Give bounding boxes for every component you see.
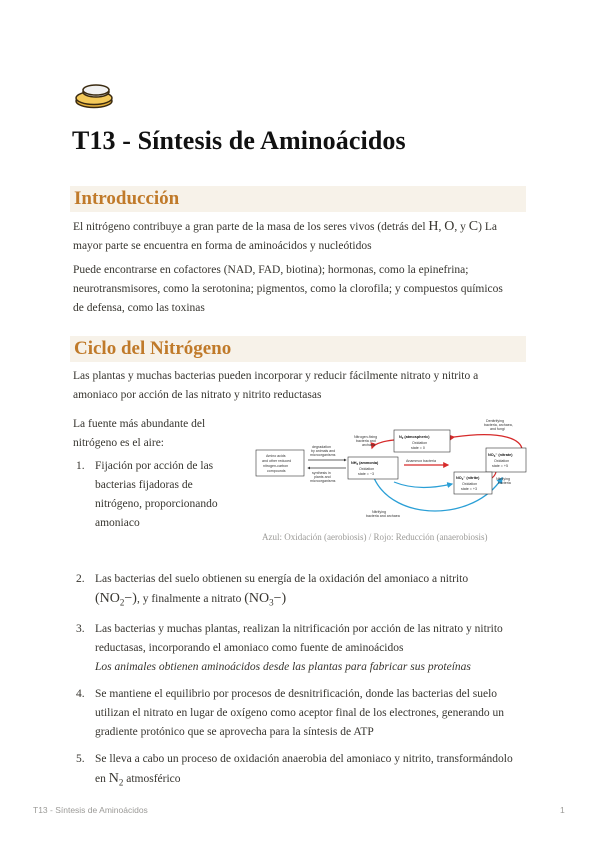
svg-text:and other reduced: and other reduced — [262, 459, 292, 463]
ciclo-text: amoniaco por acción de las nitrato y nitrito reductasas — [73, 389, 322, 401]
list-number: 3. — [76, 623, 85, 636]
formula-sub: 2 — [118, 777, 124, 788]
formula-no3: −) — [273, 591, 287, 606]
intro-text: de defensa, como las toxinas — [73, 302, 205, 314]
ciclo-text: Las plantas y muchas bacterias pueden incorporar y reducir fácilmente nitrato y nitrito a — [73, 370, 479, 382]
list-text: amoniaco — [95, 517, 140, 529]
label-nitrogen-fixing: Nitrogen-fixing — [354, 435, 378, 439]
label-denitrifying: and fungi — [490, 427, 505, 431]
formula-sub: 3 — [269, 597, 274, 608]
svg-text:compounds: compounds — [267, 469, 286, 473]
intro-sep: , y — [454, 221, 469, 233]
label-nitrogen-fixing: bacteria and — [356, 439, 376, 443]
list-number: 4. — [76, 688, 85, 701]
svg-text:Oxidation: Oxidation — [359, 467, 375, 471]
svg-text:state = −3: state = −3 — [358, 472, 374, 476]
label-nitrifying: bacteria — [498, 481, 511, 485]
list-item-2 — [76, 570, 526, 612]
intro-text: neurotransmisores, como la serotonina; pigmentos, como la clorofila; y compuestos químicos — [73, 283, 503, 295]
formula-no2: −) — [124, 591, 137, 606]
label-synthesis: synthesis in — [312, 471, 331, 475]
oxidation-arrow — [394, 482, 452, 488]
svg-text:state = +5: state = +5 — [492, 464, 508, 468]
label-nitrifying-bottom: bacteria and archaea — [366, 514, 400, 518]
label-denitrifying: Denitrifying — [486, 419, 504, 423]
section-heading-ciclo: Ciclo del Nitrógeno — [70, 336, 526, 362]
list-item-5 — [76, 750, 526, 792]
denitrification-arrow — [454, 435, 522, 450]
list-item-4 — [76, 685, 526, 742]
list-number: 1. — [76, 460, 85, 472]
svg-text:NO2⁻ (nitrite): $NO_2^-$ (nitrite) — [456, 476, 480, 481]
math-c: C — [468, 219, 479, 234]
list-text: Se lleva a cabo un proceso de oxidación anaerobia del amoniaco y nitrito, transformándolo — [95, 753, 513, 766]
label-degradation: by animals and — [311, 449, 336, 453]
formula-sub: 2 — [119, 597, 125, 608]
svg-text:nitrogen-carbon: nitrogen-carbon — [263, 464, 289, 468]
no3-node — [486, 448, 526, 472]
list-text-italic: Los animales obtienen aminoácidos desde las plantas para fabricar sus proteínas — [95, 661, 471, 674]
svg-text:state = +3: state = +3 — [461, 487, 477, 491]
label-synthesis: plants and — [314, 475, 331, 479]
svg-text:Oxidation: Oxidation — [462, 482, 478, 486]
math-h: H — [428, 219, 439, 234]
formula-no3: (NO — [244, 591, 270, 606]
label-nitrogen-fixing: archaea — [362, 443, 375, 447]
list-text: utilizan el nitrato en lugar de oxígeno como aceptor final de los electrones, generando un — [95, 707, 505, 720]
intro-paragraph-1 — [73, 217, 523, 256]
math-o: O — [444, 219, 455, 234]
list-text — [95, 769, 526, 792]
label-degradation: degradation — [312, 445, 331, 449]
ciclo-text: nitrógeno es el aire: — [73, 437, 165, 449]
intro-paragraph-2 — [73, 261, 523, 318]
no2-node — [454, 472, 492, 494]
amino-acids-node — [256, 450, 304, 476]
nitrogen-cycle-diagram — [254, 410, 528, 530]
list-text: Las bacterias del suelo obtienen su energía de la oxidación del amoniaco a nitrito — [95, 573, 469, 585]
svg-text:N2 (atmospheric): $N_2$ (atmospheric) — [399, 435, 430, 440]
n2-node — [394, 430, 450, 452]
list-text: bacterias fijadoras de — [95, 479, 193, 491]
numbered-list — [76, 570, 526, 793]
svg-text:Oxidation: Oxidation — [494, 459, 510, 463]
svg-text:NO3⁻ (nitrate): $NO_3^-$ (nitrate) — [488, 453, 513, 458]
ciclo-text: La fuente más abundante del — [73, 418, 206, 430]
list-number: 2. — [76, 573, 85, 585]
coins-logo-icon — [72, 82, 116, 110]
intro-text: ) La — [478, 221, 497, 233]
label-nitrifying: Nitrifying — [496, 477, 510, 481]
list-text — [95, 589, 526, 612]
label-synthesis: microorganisms — [310, 479, 336, 483]
label-anammox: Anammox bacteria — [406, 459, 436, 463]
diagram-caption: Azul: Oxidación (aerobiosis) / Rojo: Reducción (anaerobiosis) — [262, 532, 488, 542]
intro-text: El nitrógeno contribuye a gran parte de la masa de los seres vivos (detrás del — [73, 221, 429, 233]
svg-text:NH3 (ammonia): $NH_3$ (ammonia) — [351, 461, 379, 466]
list-text: en — [95, 773, 109, 786]
label-nitrifying-bottom: Nitrifying — [372, 510, 386, 514]
footer-page-number: 1 — [560, 805, 565, 815]
nh3-node — [348, 457, 398, 479]
list-item-1 — [76, 457, 256, 533]
label-denitrifying: bacteria, archaea, — [484, 423, 513, 427]
list-text: gradiente protónico que se aprovecha para la síntesis de ATP — [95, 726, 374, 739]
intro-sep: , — [438, 221, 445, 233]
list-item-3 — [76, 620, 526, 677]
svg-text:Amino acids: Amino acids — [266, 454, 286, 458]
list-number: 5. — [76, 753, 85, 766]
list-text: , y finalmente a nitrato — [136, 593, 245, 605]
formula-n2: N — [108, 771, 119, 787]
footer-title: T13 - Síntesis de Aminoácidos — [33, 805, 148, 815]
list-text: Se mantiene el equilibrio por procesos de desnitrificación, donde las bacterias del suelo — [95, 688, 498, 701]
formula-no2: (NO — [95, 591, 120, 606]
label-degradation: microorganisms — [310, 453, 336, 457]
list-text: Fijación por acción de las — [95, 460, 214, 472]
list-text: nitrógeno, proporcionando — [95, 498, 218, 510]
list-text: reductasas, incorporando el amoniaco como fuente de aminoácidos — [95, 642, 404, 655]
list-text: atmosférico — [123, 773, 181, 786]
fuente-paragraph — [73, 415, 243, 453]
ciclo-paragraph-1 — [73, 367, 523, 405]
page-title: T13 - Síntesis de Aminoácidos — [72, 126, 406, 155]
svg-text:state = 0: state = 0 — [411, 446, 425, 450]
list-text: Las bacterias y muchas plantas, realizan la nitrificación por acción de las nitrato y nitrito — [95, 623, 503, 636]
svg-text:Oxidation: Oxidation — [412, 441, 428, 445]
intro-text: Puede encontrarse en cofactores (NAD, FAD, biotina); hormonas, como la epinefrina; — [73, 264, 469, 276]
intro-text: mayor parte se encuentra en forma de aminoácidos y nucleótidos — [73, 240, 372, 252]
section-heading-introduccion: Introducción — [70, 186, 526, 212]
